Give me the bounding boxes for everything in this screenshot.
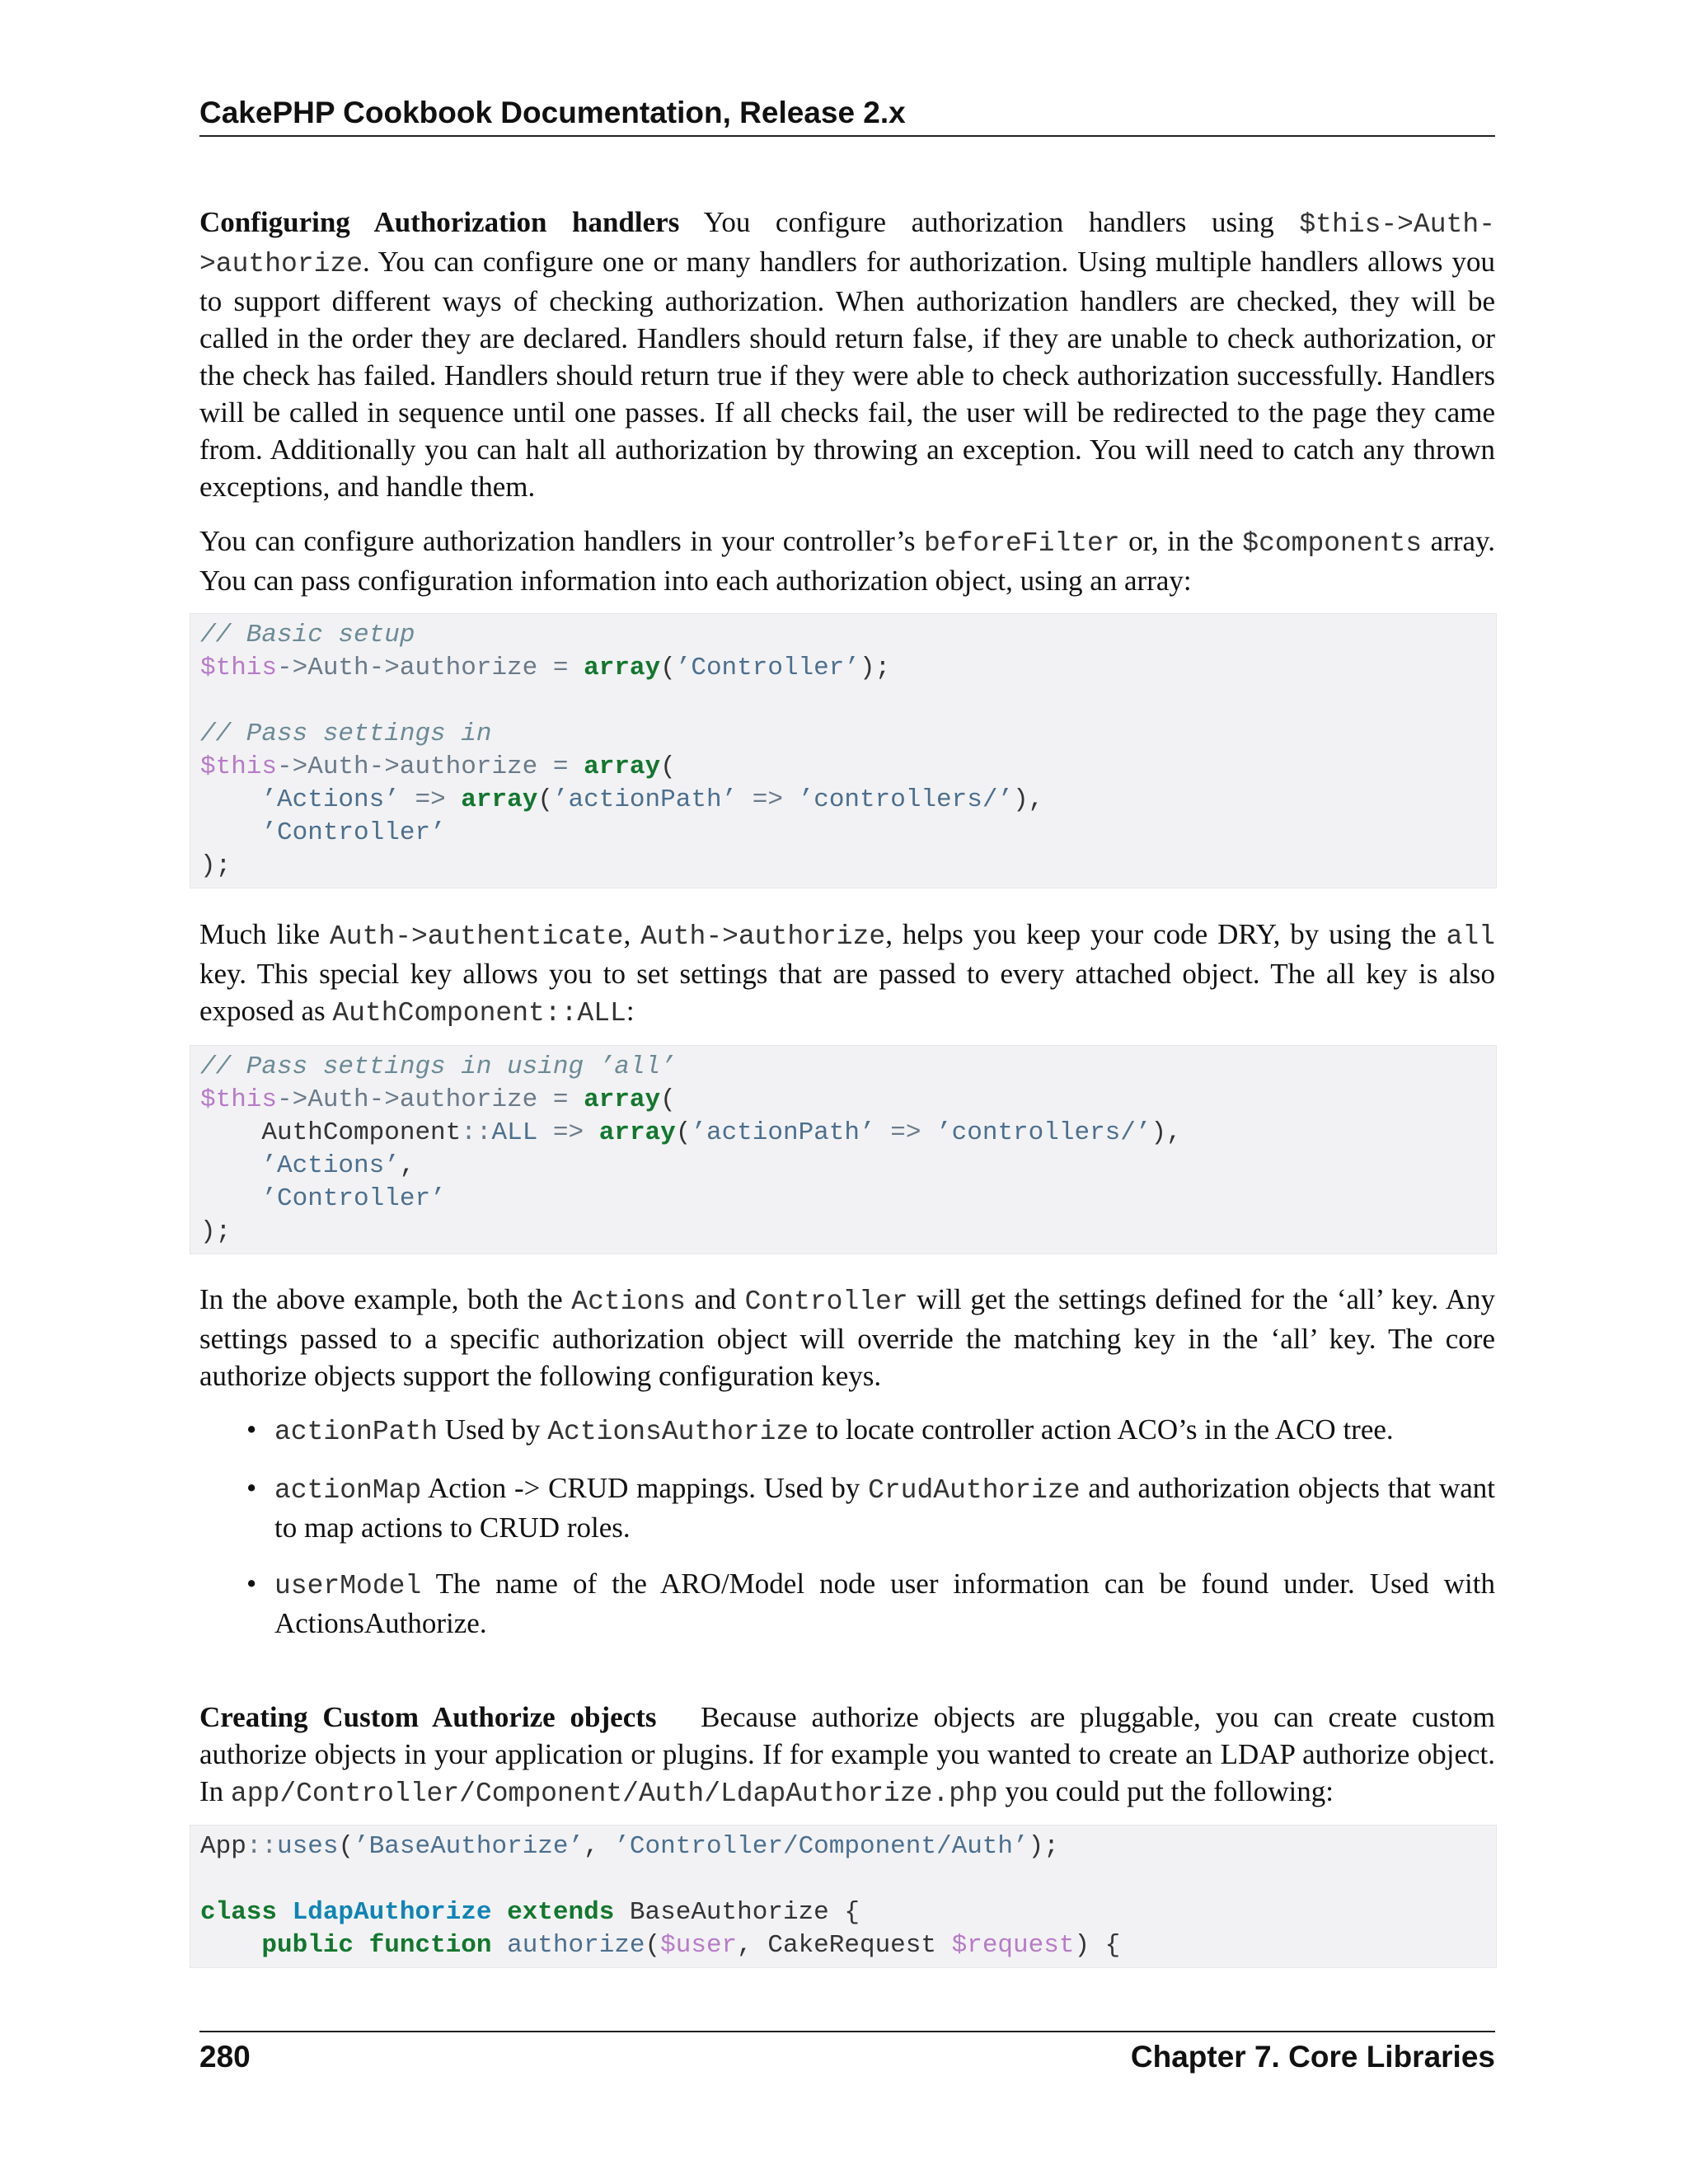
text: In the above example, both the — [199, 1283, 563, 1315]
text: You configure authorization handlers using — [703, 206, 1274, 238]
code-punct: ); — [200, 1217, 232, 1246]
running-header: CakePHP Cookbook Documentation, Release 2.x — [199, 92, 1495, 137]
code-string: ’Controller/Component/Auth’ — [614, 1832, 1029, 1861]
code-op: => — [552, 1118, 584, 1147]
code-block-basic-setup — [190, 613, 1497, 888]
code-keyword: array — [584, 752, 661, 781]
inline-code: ActionsAuthorize — [547, 1417, 809, 1447]
bullet-dot: • — [246, 1568, 257, 1600]
code-keyword: function — [368, 1931, 492, 1960]
code-string: ’Actions’ — [261, 1151, 400, 1180]
config-keys-list — [199, 1411, 1495, 1642]
text: array. You can pass configuration information into each authorization object, using an array: — [199, 525, 1495, 597]
text: key. This special key allows you to set settings that are passed to every attached object. The all key is also exposed as — [199, 958, 1495, 1027]
code-op: => — [752, 785, 783, 814]
section-much-like — [199, 916, 1495, 1032]
code-punct: ( — [675, 1118, 692, 1147]
code-punct: ( — [660, 1085, 676, 1114]
code-block-ldap-authorize — [190, 1825, 1497, 1968]
code-string: ’Controller’ — [261, 1184, 446, 1213]
code-op: = — [552, 752, 569, 781]
inline-code: $components — [1242, 528, 1423, 559]
code-punct: ); — [1028, 1832, 1059, 1861]
text: The name of the ARO/Model node user information can be found under. Used with ActionsAuthorize. — [274, 1568, 1495, 1639]
code-function: authorize — [507, 1931, 645, 1960]
text: You can configure authorization handlers in your controller’s — [199, 525, 916, 557]
code-op: => — [415, 785, 446, 814]
code-keyword: public — [261, 1931, 354, 1960]
text: Much like — [199, 918, 321, 950]
code-punct: ), — [1013, 785, 1044, 814]
code-string: ’actionPath’ — [552, 785, 738, 814]
code-function: uses — [277, 1832, 339, 1861]
code-indent — [200, 818, 261, 847]
paragraph-configuring-handlers — [199, 204, 1495, 505]
code-var: $request — [951, 1931, 1075, 1960]
heading-configuring-authorization-handlers: Configuring Authorization handlers — [199, 206, 680, 238]
code-punct: ) { — [1074, 1931, 1121, 1960]
code-var: $this — [200, 1085, 278, 1114]
inline-code: Auth->authenticate — [329, 921, 624, 952]
code-punct: ( — [338, 1832, 354, 1861]
inline-code: AuthComponent::ALL — [332, 998, 626, 1029]
text: Action -> CRUD mappings. Used by — [428, 1472, 860, 1504]
code-punct: ( — [660, 654, 676, 682]
code-punct: ); — [859, 654, 891, 682]
code-punct: ), — [1151, 1118, 1182, 1147]
inline-code: beforeFilter — [924, 528, 1120, 559]
code-op: = — [552, 654, 569, 682]
text: will get the settings defined for the ‘all’ key. Any settings passed to a specific authorization object will override the matching key in the ‘all’ key. The core authorize objects support the following configuration keys. — [199, 1283, 1496, 1392]
list-item — [199, 1469, 1495, 1546]
text: , — [623, 918, 631, 950]
code-indent — [200, 1931, 261, 1960]
code-string: ’controllers/’ — [936, 1118, 1151, 1147]
code-op: :: — [246, 1832, 278, 1861]
code-punct: ); — [200, 851, 232, 880]
heading-creating-custom-authorize-objects: Creating Custom Authorize objects — [199, 1701, 657, 1733]
code-string: ’actionPath’ — [691, 1118, 875, 1147]
running-footer — [199, 2031, 1495, 2077]
inline-code: Auth->authorize — [640, 921, 886, 952]
code-const: ALL — [491, 1118, 538, 1147]
list-item — [199, 1565, 1495, 1642]
inline-code: Controller — [744, 1286, 908, 1317]
code-var: $user — [660, 1931, 738, 1960]
text: : — [626, 995, 635, 1027]
code-op: :: — [461, 1118, 492, 1147]
paragraph-above-example — [199, 1281, 1495, 1394]
paragraph-much-like — [199, 916, 1495, 1032]
config-key: userModel — [274, 1571, 422, 1601]
code-keyword: array — [584, 1085, 661, 1114]
inline-code: Actions — [571, 1286, 686, 1317]
text: Because authorize objects are pluggable, you can create custom authorize objects in your application or plugins. If for example you wanted to create an LDAP authorize object. In — [199, 1701, 1496, 1807]
text: and — [694, 1283, 737, 1315]
text: to locate controller action ACO’s in the ACO tree. — [815, 1413, 1394, 1446]
code-string: ’Actions’ — [261, 785, 400, 814]
text: , helps you keep your code DRY, by using the — [885, 918, 1437, 950]
text: and authorization objects that want to map actions to CRUD roles. — [274, 1472, 1496, 1544]
code-block-all-key — [190, 1045, 1497, 1254]
code-string: ’BaseAuthorize’ — [354, 1832, 584, 1861]
code-string: ’Controller’ — [261, 818, 446, 847]
inline-code: CrudAuthorize — [868, 1475, 1081, 1506]
code-op: ->Auth->authorize — [277, 752, 538, 781]
code-punct: ( — [645, 1931, 661, 1960]
code-indent — [200, 785, 261, 814]
text: or, in the — [1128, 525, 1234, 557]
page-number: 280 — [199, 2040, 251, 2074]
text: Used by — [444, 1413, 541, 1446]
code-punct: , — [584, 1832, 615, 1861]
code-class: App — [200, 1832, 246, 1861]
bullet-dot: • — [246, 1413, 257, 1446]
code-keyword: array — [461, 785, 538, 814]
code-keyword: extends — [507, 1898, 615, 1927]
text: you could put the following: — [1005, 1775, 1334, 1807]
chapter-title: Chapter 7. Core Libraries — [1130, 2040, 1495, 2074]
code-keyword: array — [584, 654, 661, 682]
list-item — [199, 1411, 1495, 1451]
code-comment: // Pass settings in — [200, 719, 492, 748]
code-op: = — [552, 1085, 569, 1114]
config-key: actionPath — [274, 1417, 438, 1447]
code-text: BaseAuthorize { — [629, 1898, 860, 1927]
text: . You can configure one or many handlers for authorization. Using multiple handlers allows you to support different ways of checking authorization. When authorization handlers are checked, they will be called in the order they are declared. Handlers should return false, if they are unable to check authorization, or the check has failed. Handlers should return true if they were able to check authorization successfully. Handlers will be called in sequence until one passes. If all checks fail, the user will be redirected to the page they came from. Additionally you can halt all authorization by throwing an exception. You will need to catch any thrown exceptions, and handle them. — [199, 246, 1495, 503]
inline-code: app/Controller/Component/Auth/LdapAuthorize.php — [230, 1779, 998, 1809]
document-page — [199, 0, 1495, 2184]
paragraph-custom-authorize — [199, 1699, 1495, 1812]
code-text: , CakeRequest — [737, 1931, 952, 1960]
code-punct: , — [399, 1151, 415, 1180]
paragraph-configure-in-controller — [199, 523, 1495, 599]
code-op: ->Auth->authorize — [277, 1085, 538, 1114]
code-op: ->Auth->authorize — [277, 654, 538, 682]
code-punct: ( — [537, 785, 553, 814]
code-string: ’controllers/’ — [798, 785, 1014, 814]
inline-code: all — [1446, 921, 1496, 952]
code-class: AuthComponent — [261, 1118, 462, 1147]
code-class: LdapAuthorize — [292, 1898, 492, 1927]
bullet-dot: • — [246, 1472, 257, 1504]
code-comment: // Pass settings in using ’all’ — [200, 1052, 676, 1081]
section-configuring-handlers — [199, 204, 1495, 599]
section-custom-authorize — [199, 1699, 1495, 1812]
code-punct: ( — [660, 752, 676, 781]
code-comment: // Basic setup — [200, 621, 415, 649]
code-var: $this — [200, 752, 278, 781]
config-key: actionMap — [274, 1475, 422, 1506]
section-above-example — [199, 1281, 1495, 1394]
code-op: => — [890, 1118, 921, 1147]
code-keyword: array — [598, 1118, 676, 1147]
code-string: ’Controller’ — [675, 654, 860, 682]
inline-code: $this->Auth->authorize — [199, 209, 1495, 279]
code-keyword: class — [200, 1898, 278, 1927]
code-var: $this — [200, 654, 278, 682]
